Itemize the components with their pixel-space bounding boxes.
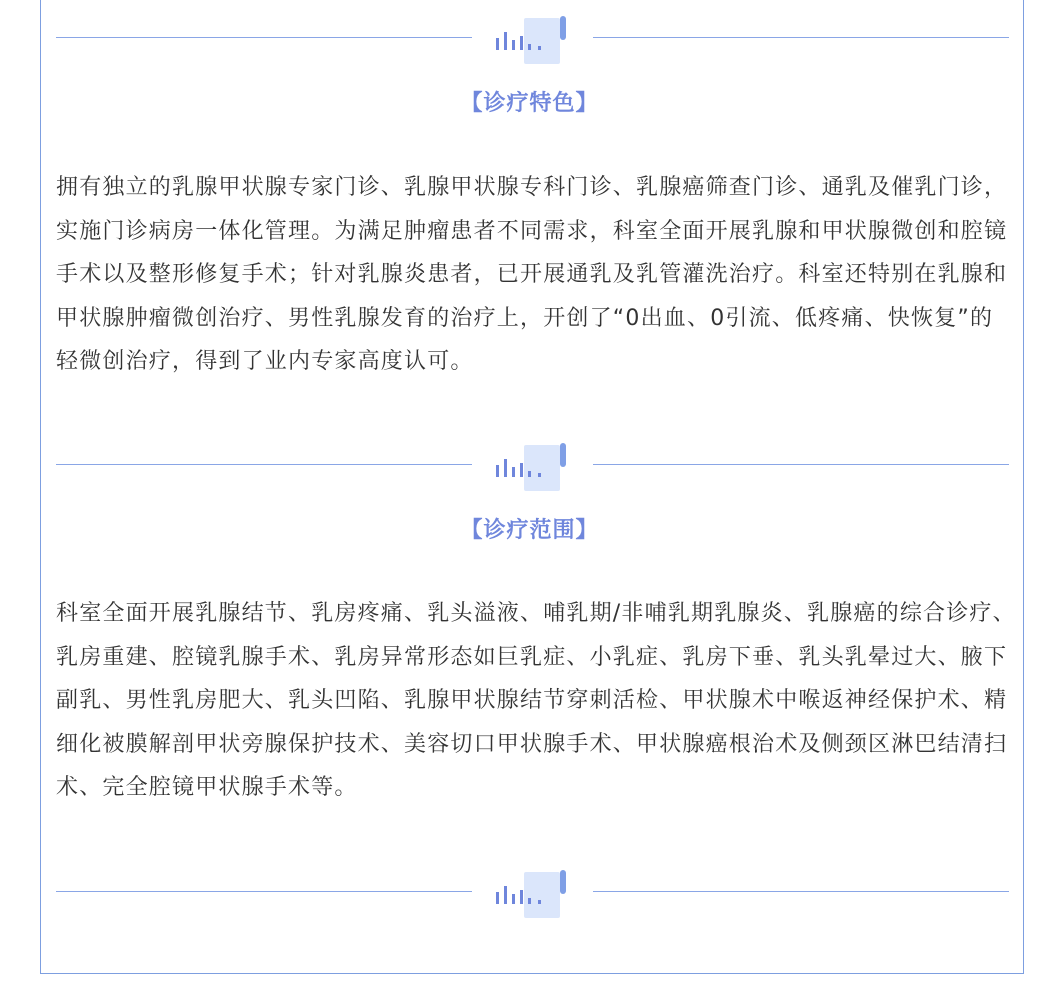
divider-line-right (593, 891, 1009, 892)
section-divider-bottom (56, 870, 1009, 920)
divider-line-right (593, 37, 1009, 38)
divider-line-left (56, 37, 472, 38)
section-heading-features: 【诊疗特色】 (460, 91, 599, 116)
document-chart-icon (494, 870, 572, 922)
section-heading-scope: 【诊疗范围】 (460, 518, 599, 543)
divider-line-right (593, 464, 1009, 465)
section-divider-top (56, 16, 1009, 66)
divider-line-left (56, 464, 472, 465)
section-divider-middle (56, 443, 1009, 493)
section-body-scope: 科室全面开展乳腺结节、乳房疼痛、乳头溢液、哺乳期/非哺乳期乳腺炎、乳腺癌的综合诊疗、乳房重建、腔镜乳腺手术、乳房异常形态如巨乳症、小乳症、乳房下垂、乳头乳晕过大、腋下副乳、男性乳房肥大、乳头凹陷、乳腺甲状腺结节穿刺活检、甲状腺术中喉返神经保护术、精细化被膜解剖甲状旁腺保护技术、美容切口甲状腺手术、甲状腺癌根治术及侧颈区淋巴结清扫术、完全腔镜甲状腺手术等。 (56, 601, 1016, 800)
document-chart-icon (494, 443, 572, 495)
divider-line-left (56, 891, 472, 892)
section-body-features: 拥有独立的乳腺甲状腺专家门诊、乳腺甲状腺专科门诊、乳腺癌筛查门诊、通乳及催乳门诊，实施门诊病房一体化管理。为满足肿瘤患者不同需求，科室全面开展乳腺和甲状腺微创和腔镜手术以及整形修复手术；针对乳腺炎患者，已开展通乳及乳管灌洗治疗。科室还特别在乳腺和甲状腺肿瘤微创治疗、男性乳腺发育的治疗上，开创了“0出血、0引流、低疼痛、快恢复”的轻微创治疗，得到了业内专家高度认可。 (56, 175, 1008, 374)
document-chart-icon (494, 16, 572, 68)
